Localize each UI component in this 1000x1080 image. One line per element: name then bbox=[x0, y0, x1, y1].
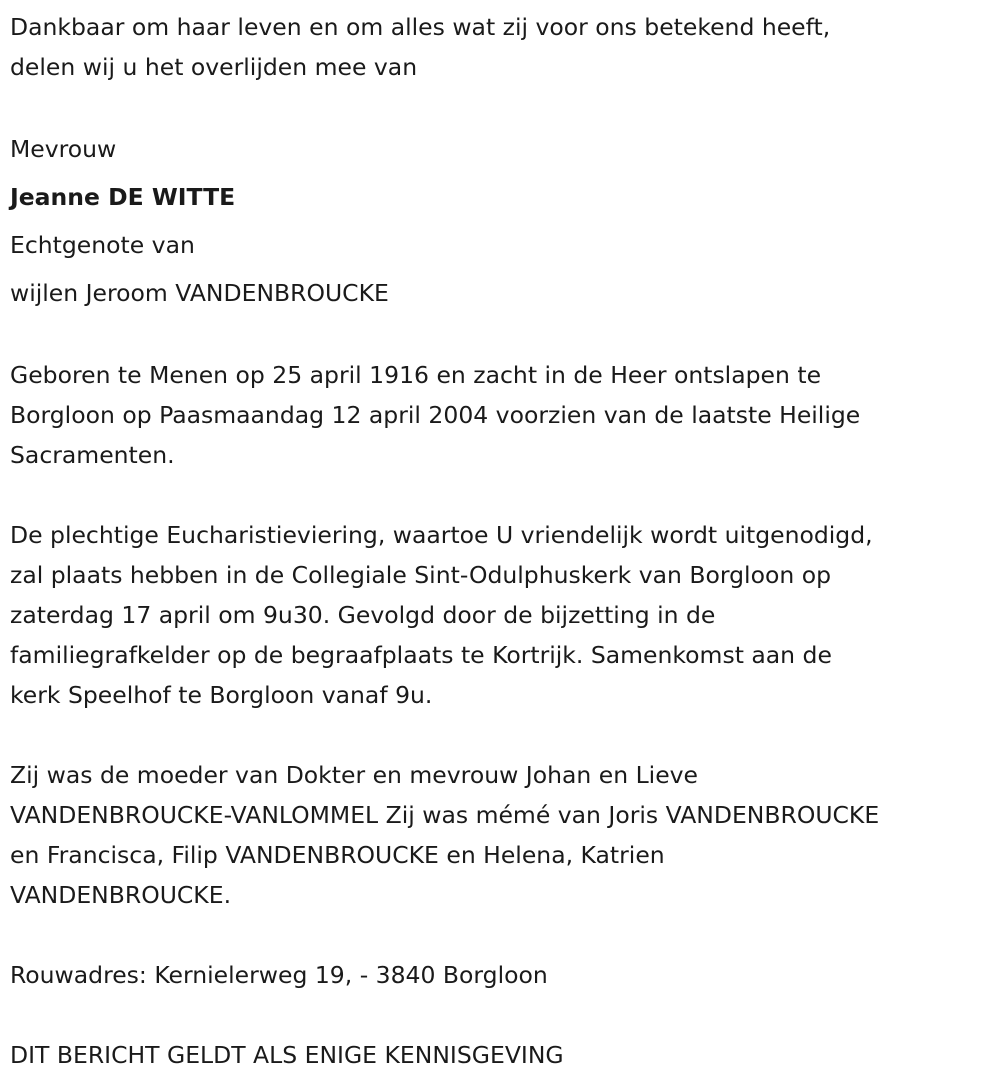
family-paragraph bbox=[10, 755, 879, 915]
intro-paragraph bbox=[10, 7, 879, 87]
spouse-label: Echtgenote van bbox=[10, 231, 195, 259]
intro-line: delen wij u het overlijden mee van bbox=[10, 53, 418, 81]
family-line: Zij was de moeder van Dokter en mevrouw Johan en Lieve bbox=[10, 761, 699, 789]
family-line: en Francisca, Filip VANDENBROUCKE en Helena, Katrien bbox=[10, 841, 665, 869]
ceremony-line: zal plaats hebben in de Collegiale Sint-Odulphuskerk van Borgloon op bbox=[10, 561, 831, 589]
birth-line: Geboren te Menen op 25 april 1916 en zacht in de Heer ontslapen te bbox=[10, 361, 822, 389]
spouse-name: wijlen Jeroom VANDENBROUCKE bbox=[10, 279, 389, 307]
birth-line: Borgloon op Paasmaandag 12 april 2004 voorzien van de laatste Heilige bbox=[10, 401, 861, 429]
deceased-name: Jeanne DE WITTE bbox=[10, 183, 236, 211]
mourning-address: Rouwadres: Kernielerweg 19, - 3840 Borgloon bbox=[10, 961, 548, 989]
ceremony-line: zaterdag 17 april om 9u30. Gevolgd door de bijzetting in de bbox=[10, 601, 716, 629]
birth-line: Sacramenten. bbox=[10, 441, 175, 469]
ceremony-line: De plechtige Eucharistieviering, waartoe U vriendelijk wordt uitgenodigd, bbox=[10, 521, 873, 549]
ceremony-line: familiegrafkelder op de begraafplaats te Kortrijk. Samenkomst aan de bbox=[10, 641, 832, 669]
family-line: VANDENBROUCKE-VANLOMMEL Zij was mémé van Joris VANDENBROUCKE bbox=[10, 801, 880, 829]
intro-line: Dankbaar om haar leven en om alles wat zij voor ons betekend heeft, bbox=[10, 13, 831, 41]
notice: DIT BERICHT GELDT ALS ENIGE KENNISGEVING bbox=[10, 1041, 564, 1069]
family-line: VANDENBROUCKE. bbox=[10, 881, 232, 909]
birth-paragraph bbox=[10, 355, 879, 475]
salutation: Mevrouw bbox=[10, 135, 117, 163]
ceremony-paragraph bbox=[10, 515, 879, 715]
ceremony-line: kerk Speelhof te Borgloon vanaf 9u. bbox=[10, 681, 433, 709]
obituary-document bbox=[10, 7, 879, 1075]
